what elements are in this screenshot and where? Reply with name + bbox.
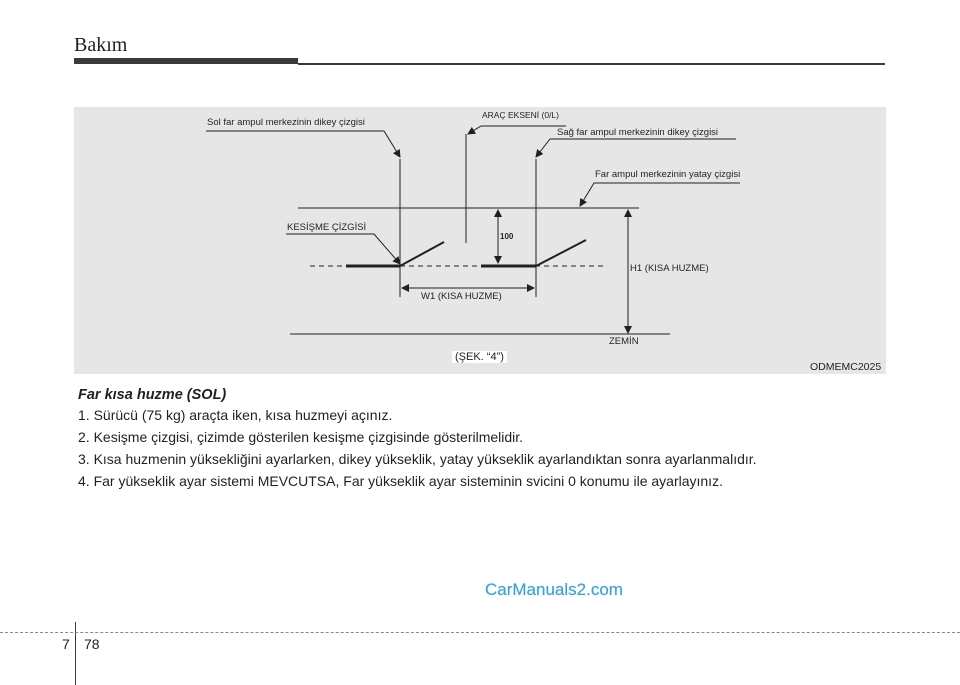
watermark-link[interactable]: CarManuals2.com: [485, 580, 623, 599]
step-item: 3. Kısa huzmenin yüksekliğini ayarlarken, dikey yükseklik, yatay yükseklik ayarlandıktan sonra ayarlanmalıdır.: [78, 451, 757, 467]
axis-leader: [468, 126, 566, 134]
page-header-title: Bakım: [74, 34, 128, 56]
footer-divider-horizontal: [0, 632, 960, 633]
headlamp-aiming-diagram: [74, 107, 886, 374]
content-section: [78, 387, 878, 495]
step-item: 1. Sürücü (75 kg) araçta iken, kısa huzmeyi açınız.: [78, 407, 393, 423]
horizontal-leader: [580, 183, 740, 206]
left-cutoff-slope: [400, 242, 444, 266]
footer-chapter: 7: [62, 636, 70, 652]
footer-page-number: 78: [84, 636, 100, 652]
right-cutoff-slope: [536, 240, 586, 266]
right-vertical-leader: [536, 139, 736, 157]
label-cutoff: KESİŞME ÇİZGİSİ: [287, 222, 367, 233]
headlamp-aiming-figure: [74, 107, 886, 374]
section-title: Far kısa huzme (SOL): [78, 387, 227, 403]
label-ground: ZEMİN: [609, 336, 639, 347]
label-distance: 100: [500, 232, 514, 241]
label-h1: H1 (KISA HUZME): [630, 263, 709, 274]
header-rule-thin: [298, 63, 885, 65]
label-w1: W1 (KISA HUZME): [421, 291, 502, 302]
step-item: 4. Far yükseklik ayar sistemi MEVCUTSA, Far yükseklik ayar sisteminin svicini 0 konumu ile ayarlayınız.: [78, 473, 723, 489]
header-rule-thick: [74, 58, 298, 64]
figure-code: ODMEMC2025: [810, 361, 882, 373]
figure-caption: (ŞEK. “4”): [452, 351, 507, 363]
cutoff-leader: [286, 234, 400, 264]
step-item: 2. Kesişme çizgisi, çizimde gösterilen kesişme çizgisinde gösterilmelidir.: [78, 429, 524, 445]
label-left-vertical: Sol far ampul merkezinin dikey çizgisi: [207, 117, 365, 128]
label-right-vertical: Sağ far ampul merkezinin dikey çizgisi: [557, 127, 719, 138]
left-vertical-leader: [206, 131, 400, 157]
label-horizontal: Far ampul merkezinin yatay çizgisi: [595, 169, 741, 180]
label-axis: ARAÇ EKSENİ (0/L): [482, 110, 559, 120]
